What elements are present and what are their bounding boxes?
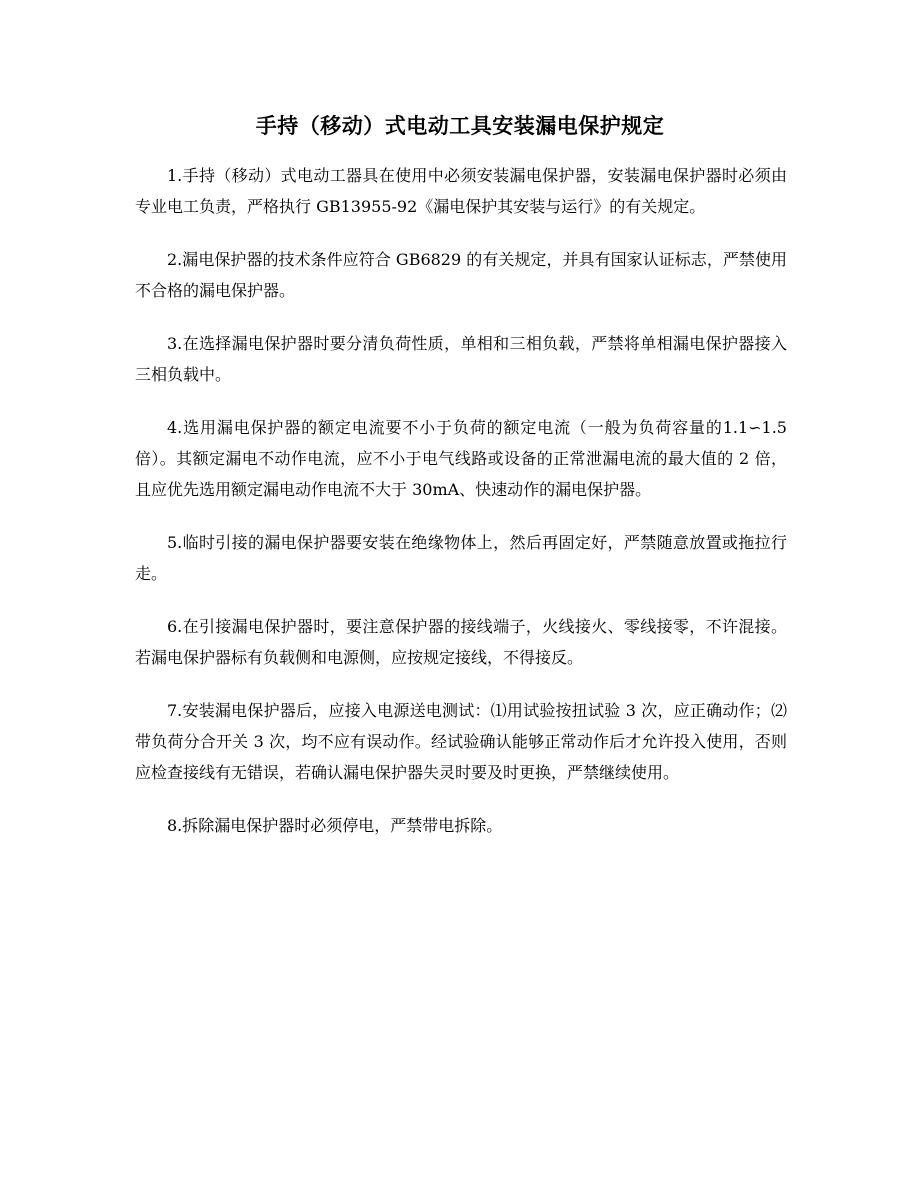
paragraph-5: 5.临时引接的漏电保护器要安装在绝缘物体上，然后再固定好，严禁随意放置或拖拉行走。	[135, 533, 787, 583]
paragraph-8: 8.拆除漏电保护器时必须停电，严禁带电拆除。	[167, 816, 503, 835]
paragraph-1: 1.手持（移动）式电动工器具在使用中必须安装漏电保护器，安装漏电保护器时必须由专业电工负责，严格执行 GB13955-92《漏电保护其安装与运行》的有关规定。	[135, 166, 787, 216]
paragraph-7: 7.安装漏电保护器后，应接入电源送电测试：⑴用试验按扭试验 3 次，应正确动作；⑵带负荷分合开关 3 次，均不应有误动作。经试验确认能够正常动作后才允许投入使用，否则应检查接线有无错误，若确认漏电保护器失灵时要及时更换，严禁继续使用。	[135, 701, 787, 782]
paragraph-3: 3.在选择漏电保护器时要分清负荷性质，单相和三相负载，严禁将单相漏电保护器接入三相负载中。	[135, 334, 787, 384]
paragraph-2: 2.漏电保护器的技术条件应符合 GB6829 的有关规定，并具有国家认证标志，严禁使用不合格的漏电保护器。	[135, 250, 787, 300]
paragraph-4: 4.选用漏电保护器的额定电流要不小于负荷的额定电流（一般为负荷容量的1.1∽1.5 倍）。其额定漏电不动作电流，应不小于电气线路或设备的正常泄漏电流的最大值的 2 倍，且应优先选用额定漏电动作电流不大于 30mA、快速动作的漏电保护器。	[135, 418, 787, 499]
document-body	[135, 160, 787, 863]
paragraph-6: 6.在引接漏电保护器时，要注意保护器的接线端子，火线接火、零线接零，不许混接。若漏电保护器标有负载侧和电源侧，应按规定接线，不得接反。	[135, 617, 787, 667]
document-title: 手持（移动）式电动工具安装漏电保护规定	[255, 114, 665, 138]
